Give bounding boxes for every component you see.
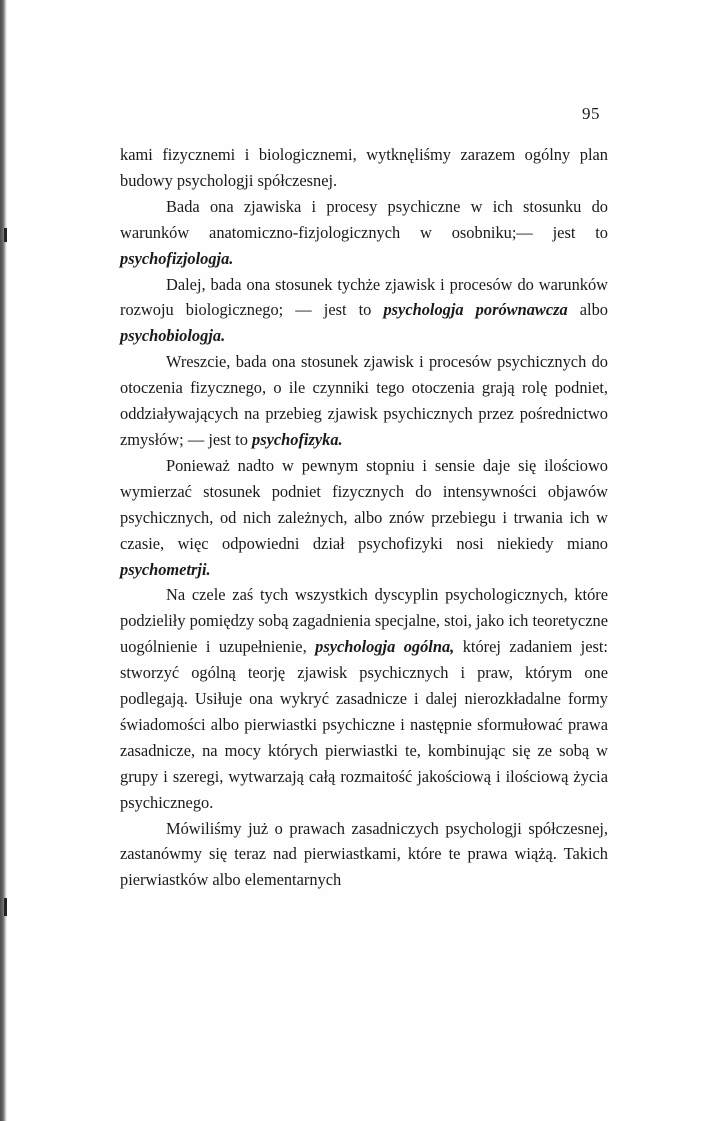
italic-term: psychofizjologja. — [120, 248, 234, 268]
text-segment: Bada ona zjawiska i procesy psychiczne w ich stosunku do warunków anatomiczno-fizjologicznych w osobniku;— jest to — [120, 196, 608, 242]
text-segment: albo — [567, 300, 608, 320]
italic-term: psychologja ogólna, — [315, 637, 455, 657]
paragraph — [120, 582, 608, 815]
italic-term: psychobiologja. — [120, 326, 226, 346]
page-spine-shadow — [0, 0, 7, 1121]
text-segment: Dalej, bada ona stosunek tychże zjawisk i procesów do warunków rozwoju biologicznego; — jest to — [120, 274, 608, 320]
paragraph — [120, 272, 608, 350]
text-segment: Ponieważ nadto w pewnym stopniu i sensie daje się ilościowo wymierzać stosunek podniet fizycznych do intensywności objawów psychicznych, od nich zależnych, albo znów przebiegu i trwania ich w czasie, więc odpowiedni dział psychofizyki nosi niekiedy miano — [120, 455, 608, 553]
text-segment: kami fizycznemi i biologicznemi, wytknęliśmy zarazem ogólny plan budowy psychologji spółczesnej. — [120, 145, 608, 190]
page-number: 95 — [582, 104, 600, 123]
text-segment: Mówiliśmy już o prawach zasadniczych psychologji spółczesnej, zastanówmy się teraz nad pierwiastkami, które te prawa wiążą. Takich pierwiastków albo elementarnych — [120, 818, 608, 890]
italic-term: psychologja porównawcza — [383, 300, 568, 320]
text-segment: Na czele zaś tych wszystkich dyscyplin psychologicznych, które podzieliły pomiędzy sobą zagadnienia specjalne, stoi, jako ich teoretyczne uogólnienie i uzupełnienie, — [120, 585, 608, 657]
paragraph — [120, 453, 608, 583]
spine-mark — [4, 898, 7, 916]
text-segment: której zadaniem jest: stworzyć ogólną teorję zjawisk psychicznych i praw, którym one podlegają. Usiłuje ona wykryć zasadnicze i dalej nierozkładalne formy świadomości albo pierwiastki psychiczne i następnie sformułować prawa zasadnicze, na mocy których pierwiastki te, kombinując się ze sobą w grupy i szeregi, wytwarzają całą rozmaitość jakościową i ilościową życia psychicznego. — [120, 637, 608, 812]
paragraph — [120, 142, 608, 194]
body-text — [120, 142, 608, 893]
paragraph — [120, 816, 608, 894]
paragraph — [120, 349, 608, 453]
text-segment: Wreszcie, bada ona stosunek zjawisk i procesów psychicznych do otoczenia fizycznego, o ile czynniki tego otoczenia grają rolę podniet, oddziaływających na przebieg zjawisk psychicznych przez pośrednictwo zmysłów; — jest to — [120, 352, 608, 449]
paragraph — [120, 194, 608, 272]
spine-mark — [4, 228, 7, 242]
italic-term: psychofizyka. — [252, 429, 343, 449]
italic-term: psychometrji. — [120, 559, 211, 579]
